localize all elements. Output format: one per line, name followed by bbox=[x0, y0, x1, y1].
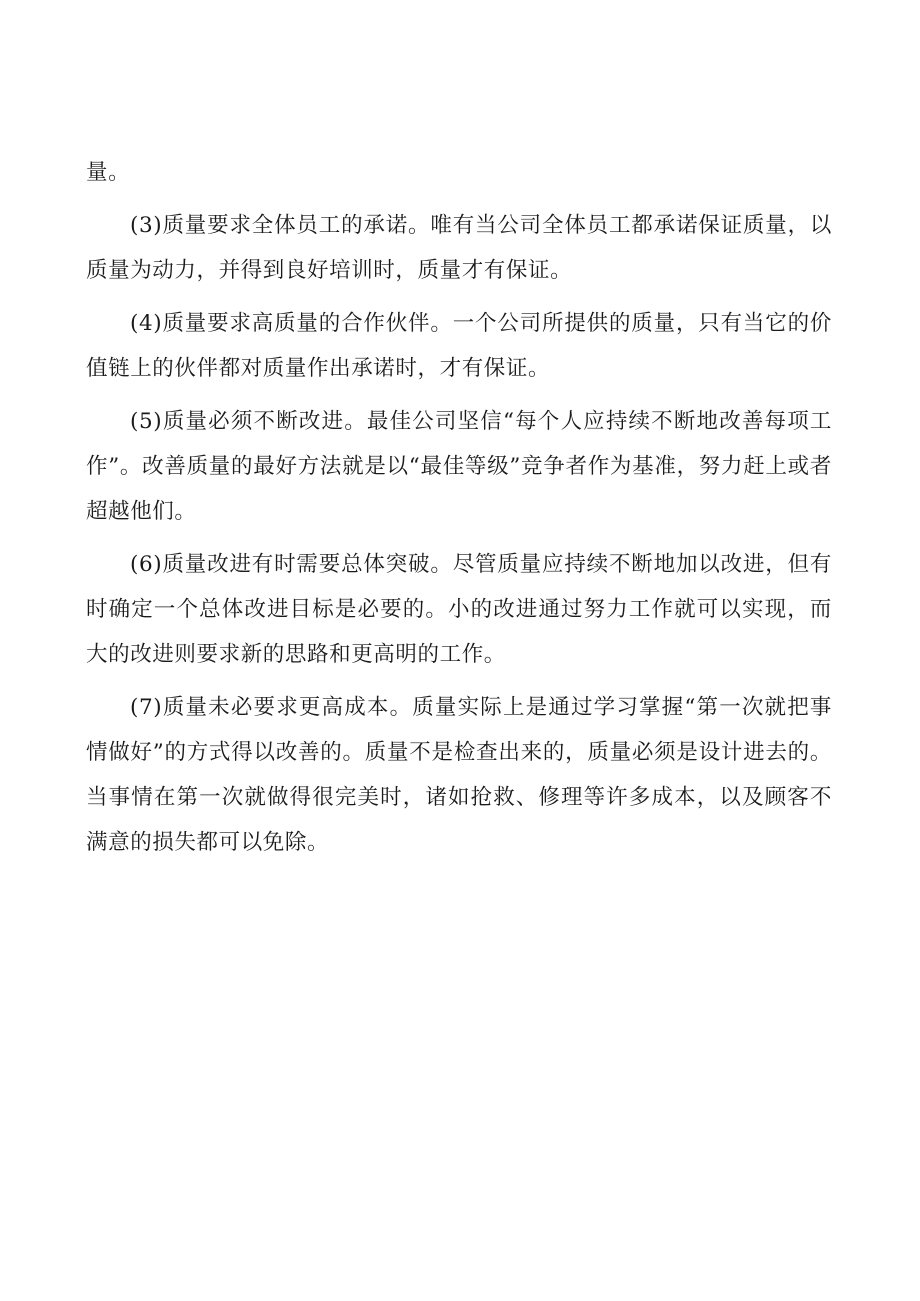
paragraph-item-4: (4)质量要求高质量的合作伙伴。一个公司所提供的质量，只有当它的价值链上的伙伴都对质量作出承诺时，才有保证。 bbox=[86, 311, 832, 381]
paragraph-item-7: (7)质量未必要求更高成本。质量实际上是通过学习掌握“第一次就把事情做好”的方式得以改善的。质量不是检查出来的，质量必须是设计进去的。当事情在第一次就做得很完美时，诸如抢救、修理等许多成本，以及顾客不满意的损失都可以免除。 bbox=[86, 695, 832, 855]
paragraph-item-6: (6)质量改进有时需要总体突破。尽管质量应持续不断地加以改进，但有时确定一个总体改进目标是必要的。小的改进通过努力工作就可以实现，而大的改进则要求新的思路和更高明的工作。 bbox=[86, 552, 832, 667]
paragraph-item-5: (5)质量必须不断改进。最佳公司坚信“每个人应持续不断地改善每项工作”。改善质量的最好方法就是以“最佳等级”竞争者作为基准，努力赶上或者超越他们。 bbox=[86, 409, 832, 524]
paragraph-continuation: 量。 bbox=[86, 160, 131, 185]
document-body bbox=[86, 150, 832, 865]
paragraph-item-3: (3)质量要求全体员工的承诺。唯有当公司全体员工都承诺保证质量，以质量为动力，并得到良好培训时，质量才有保证。 bbox=[86, 213, 832, 283]
